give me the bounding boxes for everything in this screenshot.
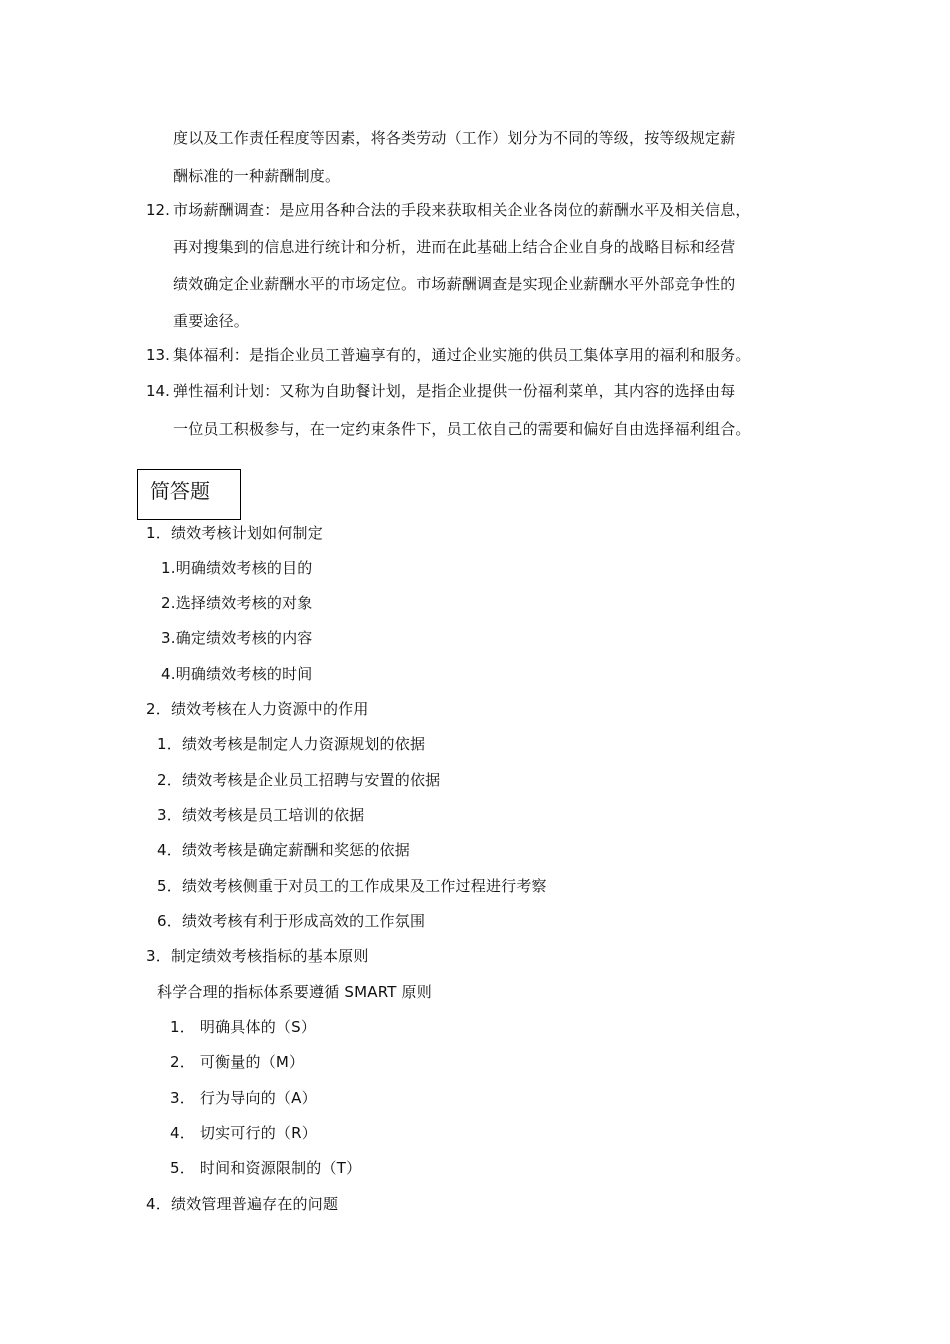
definition-12-number: 12. (146, 201, 170, 219)
question-2-item-5: 5．绩效考核侧重于对员工的工作成果及工作过程进行考察 (157, 877, 547, 895)
question-3-item-1: 1． 明确具体的（S） (170, 1018, 317, 1036)
question-1-item-4: 4.明确绩效考核的时间 (161, 665, 313, 683)
question-3-item-5: 5． 时间和资源限制的（T） (170, 1159, 362, 1177)
question-2-title: 2．绩效考核在人力资源中的作用 (146, 700, 369, 718)
question-1-item-2: 2.选择绩效考核的对象 (161, 594, 313, 612)
question-1-item-1: 1.明确绩效考核的目的 (161, 559, 313, 577)
question-3-title: 3．制定绩效考核指标的基本原则 (146, 947, 369, 965)
question-2-item-3: 3．绩效考核是员工培训的依据 (157, 806, 365, 824)
section-title: 简答题 (150, 479, 210, 503)
question-2-item-4: 4．绩效考核是确定薪酬和奖惩的依据 (157, 841, 410, 859)
definition-12-line-3: 绩效确定企业薪酬水平的市场定位。市场薪酬调查是实现企业薪酬水平外部竞争性的 (173, 275, 736, 293)
question-3-intro: 科学合理的指标体系要遵循 SMART 原则 (157, 983, 432, 1001)
question-2-item-1: 1．绩效考核是制定人力资源规划的依据 (157, 735, 426, 753)
definition-13-line-1: 集体福利：是指企业员工普遍享有的，通过企业实施的供员工集体享用的福利和服务。 (173, 346, 751, 364)
question-3-item-4: 4． 切实可行的（R） (170, 1124, 317, 1142)
question-2-item-2: 2．绩效考核是企业员工招聘与安置的依据 (157, 771, 441, 789)
question-4-title: 4．绩效管理普遍存在的问题 (146, 1195, 339, 1213)
definition-14-line-1: 弹性福利计划：又称为自助餐计划，是指企业提供一份福利菜单，其内容的选择由每 (173, 382, 736, 400)
definition-14-line-2: 一位员工积极参与，在一定约束条件下，员工依自己的需要和偏好自由选择福利组合。 (173, 420, 751, 438)
definition-12-line-4: 重要途径。 (173, 312, 250, 330)
definition-12-line-2: 再对搜集到的信息进行统计和分析，进而在此基础上结合企业自身的战略目标和经营 (173, 238, 736, 256)
question-1-title: 1．绩效考核计划如何制定 (146, 524, 323, 542)
definition-13-number: 13. (146, 346, 170, 364)
definition-12-line-1: 市场薪酬调查：是应用各种合法的手段来获取相关企业各岗位的薪酬水平及相关信息， (173, 201, 751, 219)
section-title-box (137, 469, 241, 520)
question-1-item-3: 3.确定绩效考核的内容 (161, 629, 313, 647)
definition-14-number: 14. (146, 382, 170, 400)
definition-11-line-1: 度以及工作责任程度等因素，将各类劳动（工作）划分为不同的等级，按等级规定薪 (173, 129, 736, 147)
question-3-item-2: 2． 可衡量的（M） (170, 1053, 305, 1071)
question-2-item-6: 6．绩效考核有利于形成高效的工作氛围 (157, 912, 426, 930)
definition-11-line-2: 酬标准的一种薪酬制度。 (173, 167, 341, 185)
question-3-item-3: 3． 行为导向的（A） (170, 1089, 317, 1107)
